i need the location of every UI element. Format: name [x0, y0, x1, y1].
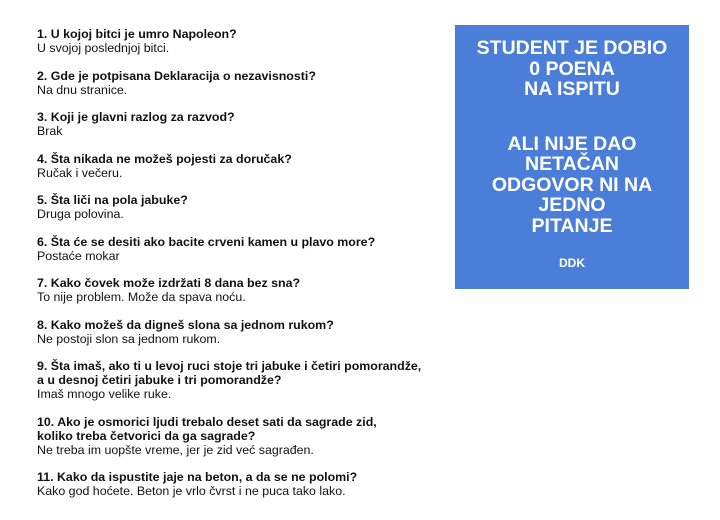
quiz-item-6 — [37, 235, 477, 263]
quiz-item-5 — [37, 193, 477, 221]
quiz-item-1 — [37, 27, 477, 55]
question-text: 3. Koji je glavni razlog za razvod? — [37, 110, 235, 124]
question-text: 6. Šta će se desiti ako bacite crveni kamen u plavo more? — [37, 234, 376, 249]
answer-text: To nije problem. Može da spava noću. — [37, 290, 246, 304]
question-text: 2. Gde je potpisana Deklaracija o nezavisnosti? — [37, 68, 316, 83]
banner-punchline: ALI NIJE DAO NETAČAN ODGOVOR NI NA JEDNO PITANJE — [491, 132, 653, 237]
question-text: 1. U kojoj bitci je umro Napoleon? — [37, 27, 237, 41]
question-text: 5. Šta liči na pola jabuke? — [37, 193, 188, 207]
answer-text: Ne treba im uopšte vreme, jer je zid već sagrađen. — [37, 442, 314, 457]
banner-headline: STUDENT JE DOBIO 0 POENA NA ISPITU — [476, 37, 668, 100]
question-text: 8. Kako možeš da digneš slona sa jednom rukom? — [37, 317, 334, 332]
question-text: 10. Ako je osmorici ljudi trebalo deset sati da sagrade zid, koliko treba četvorici da ga sagrade? — [37, 414, 377, 443]
quiz-item-7 — [37, 276, 477, 304]
answer-text: Kako god hoćete. Beton je vrlo čvrst i ne puca tako lako. — [37, 484, 346, 498]
answer-text: U svojoj poslednjoj bitci. — [37, 41, 170, 55]
question-text: 11. Kako da ispustite jaje na beton, a da se ne polomi? — [37, 470, 358, 484]
banner-signature: DDK — [559, 256, 585, 270]
question-text: 4. Šta nikada ne možeš pojesti za doručak? — [37, 151, 292, 166]
answer-text: Ne postoji slon sa jednom rukom. — [37, 331, 221, 346]
answer-text: Na dnu stranice. — [37, 82, 128, 97]
answer-text: Imaš mnogo velike ruke. — [37, 387, 172, 401]
answer-text: Postaće mokar — [37, 248, 120, 263]
quiz-item-3 — [37, 110, 477, 138]
headline-banner — [455, 25, 689, 289]
quiz-item-8 — [37, 318, 477, 346]
answer-text: Brak — [37, 124, 63, 138]
quiz-list — [37, 27, 477, 512]
quiz-item-4 — [37, 152, 477, 180]
answer-text: Druga polovina. — [37, 207, 124, 221]
answer-text: Ručak i večeru. — [37, 165, 123, 180]
quiz-item-10 — [37, 415, 477, 457]
quiz-item-11 — [37, 470, 477, 498]
quiz-item-9 — [37, 359, 477, 401]
question-text: 9. Šta imaš, ako ti u levoj ruci stoje tri jabuke i četiri pomorandže, a u desnoj četiri jabuke i tri pomorandže? — [37, 359, 422, 387]
question-text: 7. Kako čovek može izdržati 8 dana bez sna? — [37, 276, 301, 290]
quiz-item-2 — [37, 69, 477, 97]
